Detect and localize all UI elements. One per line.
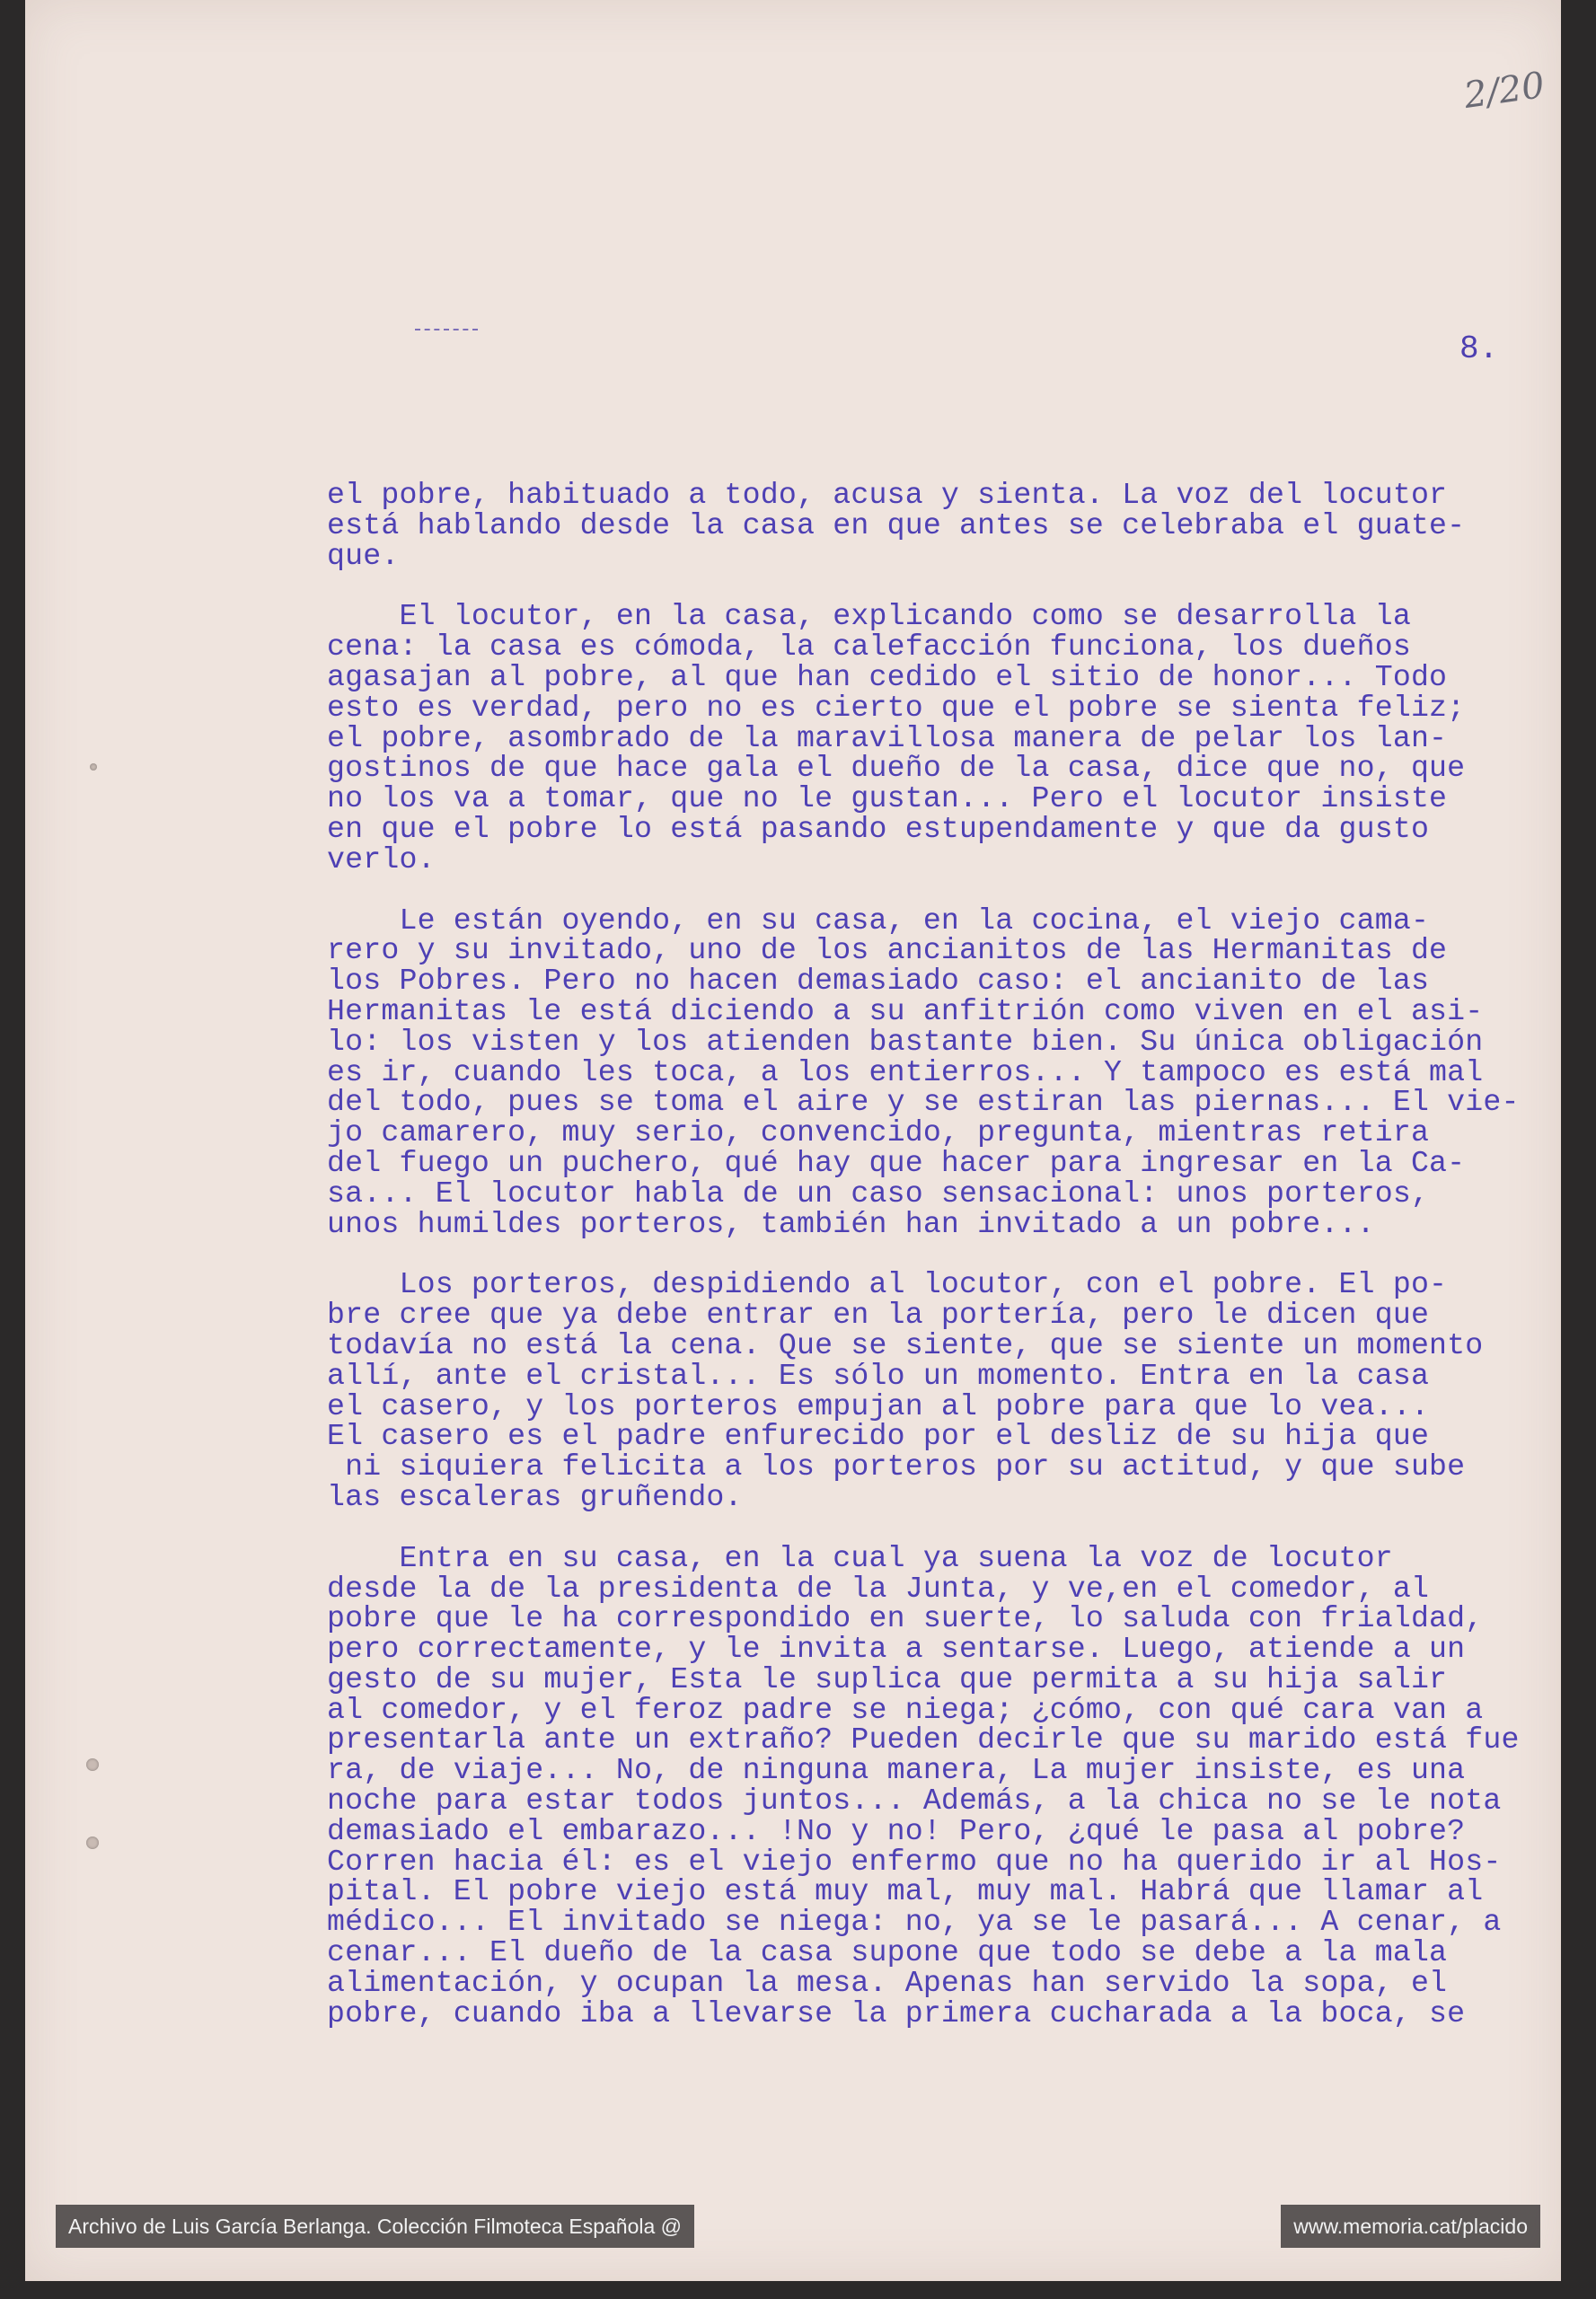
text-line: está hablando desde la casa en que antes se celebraba el guate- [327,507,1466,542]
text-line: en que el pobre lo está pasando estupendamente y que da gusto [327,811,1430,846]
text-line: el pobre, asombrado de la maravillosa manera de pelar los lan- [327,720,1448,755]
text-line: Corren hacia él: es el viejo enfermo que no ha querido ir al Hos- [327,1844,1502,1879]
text-line: noche para estar todos juntos... Además, a la chica no se le nota [327,1784,1502,1819]
text-line: que. [327,538,400,573]
text-line: lo: los visten y los atienden bastante bien. Su única obligación [327,1024,1484,1059]
text-line: verlo. [327,841,436,876]
text-line: rero y su invitado, uno de los ancianitos de las Hermanitas de [327,933,1448,968]
text-line: pobre, cuando iba a llevarse la primera cucharada a la boca, se [327,1995,1466,2030]
paragraph [327,480,1557,571]
text-line: las escaleras gruñendo. [327,1479,743,1514]
text-line: alimentación, y ocupan la mesa. Apenas han servido la sopa, el [327,1965,1448,2000]
text-line: todavía no está la cena. Que se siente, que se siente un momento [327,1327,1484,1362]
text-line: del fuego un puchero, qué hay que hacer para ingresar en la Ca- [327,1145,1466,1180]
text-line: jo camarero, muy serio, convencido, pregunta, mientras retira [327,1115,1430,1150]
typed-body-text [327,480,1557,2059]
punch-hole-small [90,763,97,771]
handwritten-page-note: 2/20 [1461,64,1548,118]
text-line: gostinos de que hace gala el dueño de la casa, dice que no, que [327,751,1466,786]
text-line: el casero, y los porteros empujan al pobre para que lo vea... [327,1388,1430,1423]
punch-hole-top [86,1758,99,1771]
text-line: pero correctamente, y le invita a sentarse. Luego, atiende a un [327,1632,1466,1667]
page-number: 8. [1459,330,1499,367]
paragraph [327,599,1557,876]
text-line: desde la de la presidenta de la Junta, y ve,en el comedor, al [327,1571,1430,1606]
text-line: presentarla ante un extraño? Pueden decirle que su marido está fue [327,1722,1520,1757]
text-line: Hermanitas le está diciendo a su anfitrión como viven en el asi- [327,993,1484,1028]
archive-credit-label: Archivo de Luis García Berlanga. Colección Filmoteca Española @ [56,2205,694,2248]
text-line: los Pobres. Pero no hacen demasiado caso: el ancianito de las [327,964,1430,999]
paragraph [327,903,1557,1241]
text-line: pobre que le ha correspondido en suerte, lo saluda con frialdad, [327,1601,1484,1636]
text-line: el pobre, habituado a todo, acusa y sienta. La voz del locutor [327,478,1448,512]
text-line: allí, ante el cristal... Es sólo un momento. Entra en la casa [327,1358,1430,1393]
text-line: unos humildes porteros, también han invitado a un pobre... [327,1206,1375,1241]
text-line: no los va a tomar, que no le gustan... Pero el locutor insiste [327,781,1448,816]
text-line: El locutor, en la casa, explicando como se desarrolla la [327,599,1411,634]
text-line: Los porteros, despidiendo al locutor, con el pobre. El po- [327,1267,1448,1302]
text-line: bre cree que ya debe entrar en la portería, pero le dicen que [327,1298,1430,1333]
text-line: al comedor, y el feroz padre se niega; ¿cómo, con qué cara van a [327,1692,1484,1727]
text-line: demasiado el embarazo... !No y no! Pero, ¿qué le pasa al pobre? [327,1813,1466,1848]
text-line: gesto de su mujer, Esta le suplica que permita a su hija salir [327,1661,1448,1696]
paragraph [327,1540,1557,2030]
text-line: es ir, cuando les toca, a los entierros... Y tampoco es está mal [327,1054,1484,1089]
text-line: Entra en su casa, en la cual ya suena la voz de locutor [327,1540,1393,1575]
text-line: cenar... El dueño de la casa supone que todo se debe a la mala [327,1935,1448,1970]
text-line: El casero es el padre enfurecido por el desliz de su hija que [327,1419,1430,1454]
text-line: Le están oyendo, en su casa, en la cocina, el viejo cama- [327,903,1430,938]
text-line: pital. El pobre viejo está muy mal, muy mal. Habrá que llamar al [327,1874,1484,1909]
paragraph [327,1267,1557,1514]
text-line: ra, de viaje... No, de ninguna manera, La mujer insiste, es una [327,1753,1466,1788]
text-line: del todo, pues se toma el aire y se estiran las piernas... El vie- [327,1085,1520,1120]
text-line: cena: la casa es cómoda, la calefacción funciona, los dueños [327,630,1411,665]
text-line: agasajan al pobre, al que han cedido el sitio de honor... Todo [327,659,1448,694]
typed-dash-mark [415,329,478,334]
text-line: sa... El locutor habla de un caso sensacional: unos porteros, [327,1176,1430,1211]
punch-hole-bottom [86,1837,99,1849]
text-line: esto es verdad, pero no es cierto que el pobre se sienta feliz; [327,690,1466,725]
text-line: ni siquiera felicita a los porteros por su actitud, y que sube [327,1449,1466,1484]
text-line: médico... El invitado se niega: no, ya se le pasará... A cenar, a [327,1905,1502,1940]
website-link[interactable]: www.memoria.cat/placido [1281,2205,1540,2248]
